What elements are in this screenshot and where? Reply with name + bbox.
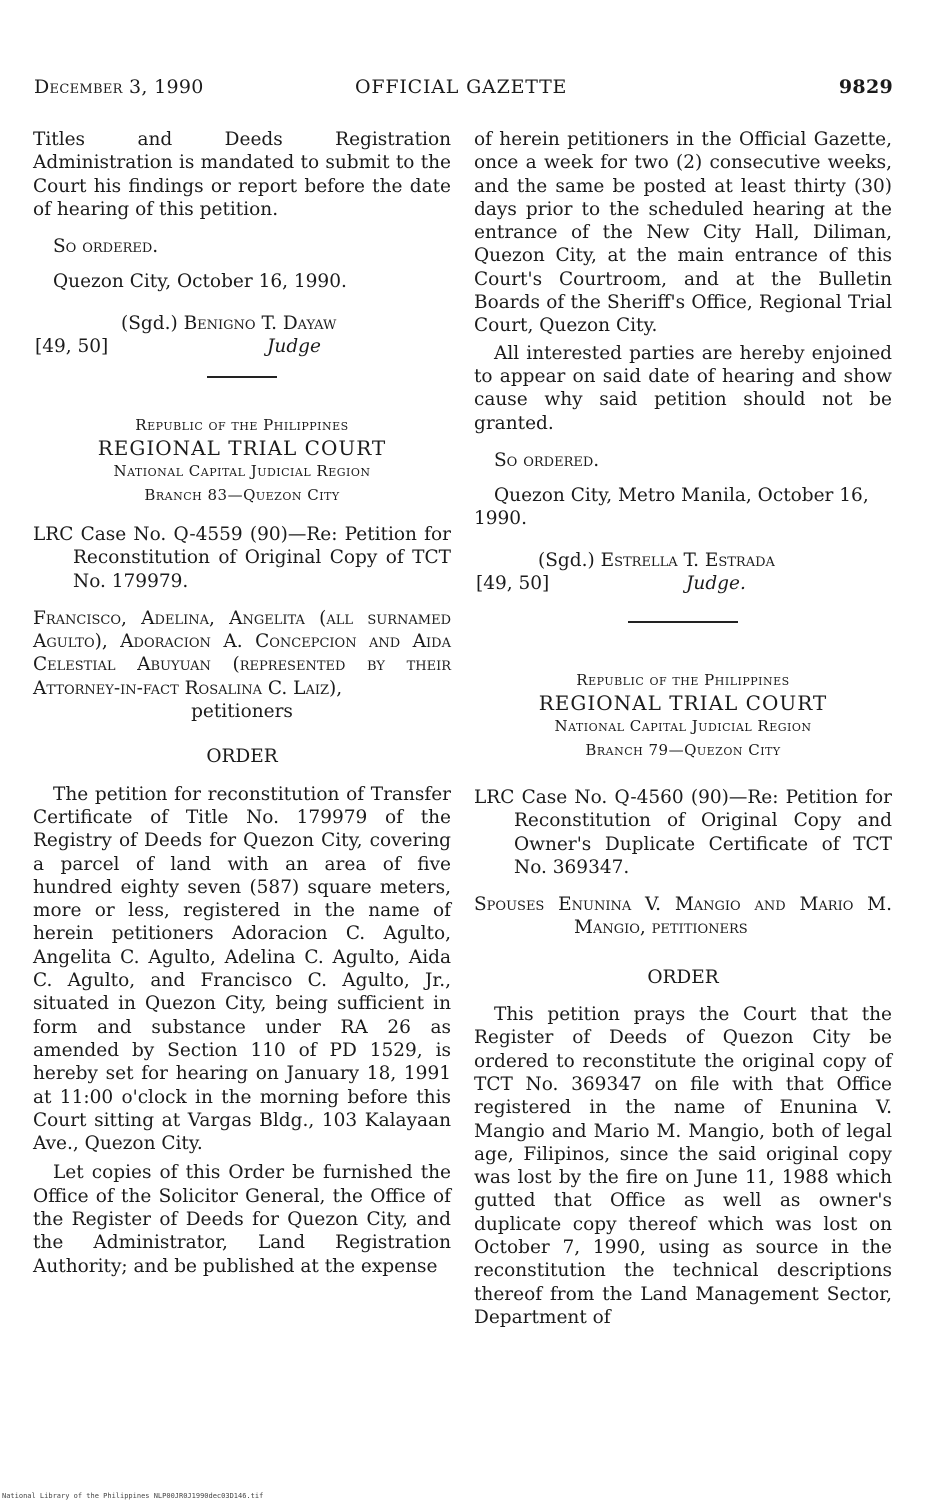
branch-line: Branch 83—Quezon City [144, 485, 340, 504]
continued-paragraph: of herein petitioners in the Official Gazette, once a week for two (2) consecutive weeks, and the same be posted at least thirty (30) days prior to the scheduled hearing at the entrance of the New City Hall, Diliman, Quezon City, at the main entrance of this Court's Courtroom, and at the Bulletin Boards of the Sheriff's Office, Regional Trial Court, Quezon City. [474, 129, 892, 337]
signature-block [33, 312, 451, 358]
reference-numbers: [49, 50] [476, 572, 550, 594]
left-column [33, 128, 451, 1278]
court-name: REGIONAL TRIAL COURT [538, 691, 828, 716]
divider [207, 376, 277, 378]
branch-line: Branch 79—Quezon City [585, 740, 781, 759]
republic-line: Republic of the Philippines [576, 670, 790, 689]
order-heading: ORDER [647, 966, 719, 988]
header-date: December 3, 1990 [34, 76, 204, 98]
right-column [474, 128, 892, 1329]
reference-numbers: [49, 50] [35, 335, 109, 357]
region-line: National Capital Judicial Region [113, 462, 371, 481]
case-title: LRC Case No. Q-4560 (90)—Re: Petition for Reconstitution of Original Copy and Owner's Duplicate Certificate of TCT No. 369347. [474, 786, 892, 878]
so-ordered: So ordered. [53, 236, 159, 258]
region-line: National Capital Judicial Region [554, 717, 812, 736]
continued-paragraph: Titles and Deeds Registration Administration is mandated to submit to the Court his findings or report before the date of hearing of this petition. [33, 129, 451, 220]
sgd-label: (Sgd.) [121, 312, 178, 334]
court-name: REGIONAL TRIAL COURT [97, 436, 387, 461]
sgd-label: (Sgd.) [538, 549, 595, 571]
date-line: Quezon City, Metro Manila, October 16, 1990. [474, 485, 869, 530]
signature-block [474, 549, 892, 595]
date-line: Quezon City, October 16, 1990. [53, 271, 347, 293]
order-heading: ORDER [206, 746, 278, 768]
republic-line: Republic of the Philippines [135, 415, 349, 434]
page-number: 9829 [838, 76, 893, 98]
divider [628, 621, 738, 623]
header-title: OFFICIAL GAZETTE [355, 76, 568, 98]
judge-title: Judge. [686, 572, 746, 594]
so-ordered: So ordered. [494, 449, 600, 471]
court-notice-header [33, 414, 451, 507]
parties: Spouses Enunina V. Mangio and Mario M. Mangio, petitioners [474, 894, 892, 939]
order-paragraph-2: Let copies of this Order be furnished the Office of the Solicitor General, the Office of the Register of Deeds for Quezon City, and the Administrator, Land Registration Authority; and be published at the expense [33, 1162, 451, 1277]
order-paragraph-1: The petition for reconstitution of Transfer Certificate of Title No. 179979 of the Registry of Deeds for Quezon City, covering a parcel of land with an area of five hundred eighty seven (587) square meters, more or less, registered in the name of herein petitioners Adoracion C. Agulto, Angelita C. Agulto, Adelina C. Agulto, Aida C. Agulto, and Francisco C. Agulto, Jr., situated in Quezon City, being sufficient in form and substance under RA 26 as amended by Section 110 of PD 1529, is hereby set for hearing on January 18, 1991 at 11:00 o'clock in the morning before this Court sitting at Vargas Bldg., 103 Kalayaan Ave., Quezon City. [33, 783, 451, 1155]
parties: Francisco, Adelina, Angelita (all surnamed Agulto), Adoracion A. Concepcion and Aida Celestial Abuyuan (represented by their Attorney-in-fact Rosalina C. Laiz), [33, 607, 451, 699]
parties-role: petitioners [191, 701, 293, 723]
judge-name: Estrella T. Estrada [600, 549, 775, 571]
enjoined-paragraph: All interested parties are hereby enjoined to appear on said date of hearing and show cause why said petition should not be granted. [474, 342, 892, 434]
court-notice-header [474, 669, 892, 762]
judge-title: Judge [267, 335, 321, 357]
judge-name: Benigno T. Dayaw [183, 312, 337, 334]
case-title: LRC Case No. Q-4559 (90)—Re: Petition for Reconstitution of Original Copy of TCT No. 179979. [33, 523, 451, 592]
scan-footer: National Library of the Philippines NLP00JR0J1990dec03D146.tif [2, 1492, 264, 1500]
order-paragraph-1: This petition prays the Court that the Register of Deeds of Quezon City be ordered to reconstitute the original copy of TCT No. 369347 on file with that Office registered in the name of Enunina V. Mangio and Mario M. Mangio, both of legal age, Filipinos, since the said original copy was lost by the fire on June 11, 1988 which gutted that Office as well as owner's duplicate copy thereof which was lost on October 7, 1990, using as source in the reconstitution the technical descriptions thereof from the Land Management Sector, Department of [474, 1004, 892, 1328]
